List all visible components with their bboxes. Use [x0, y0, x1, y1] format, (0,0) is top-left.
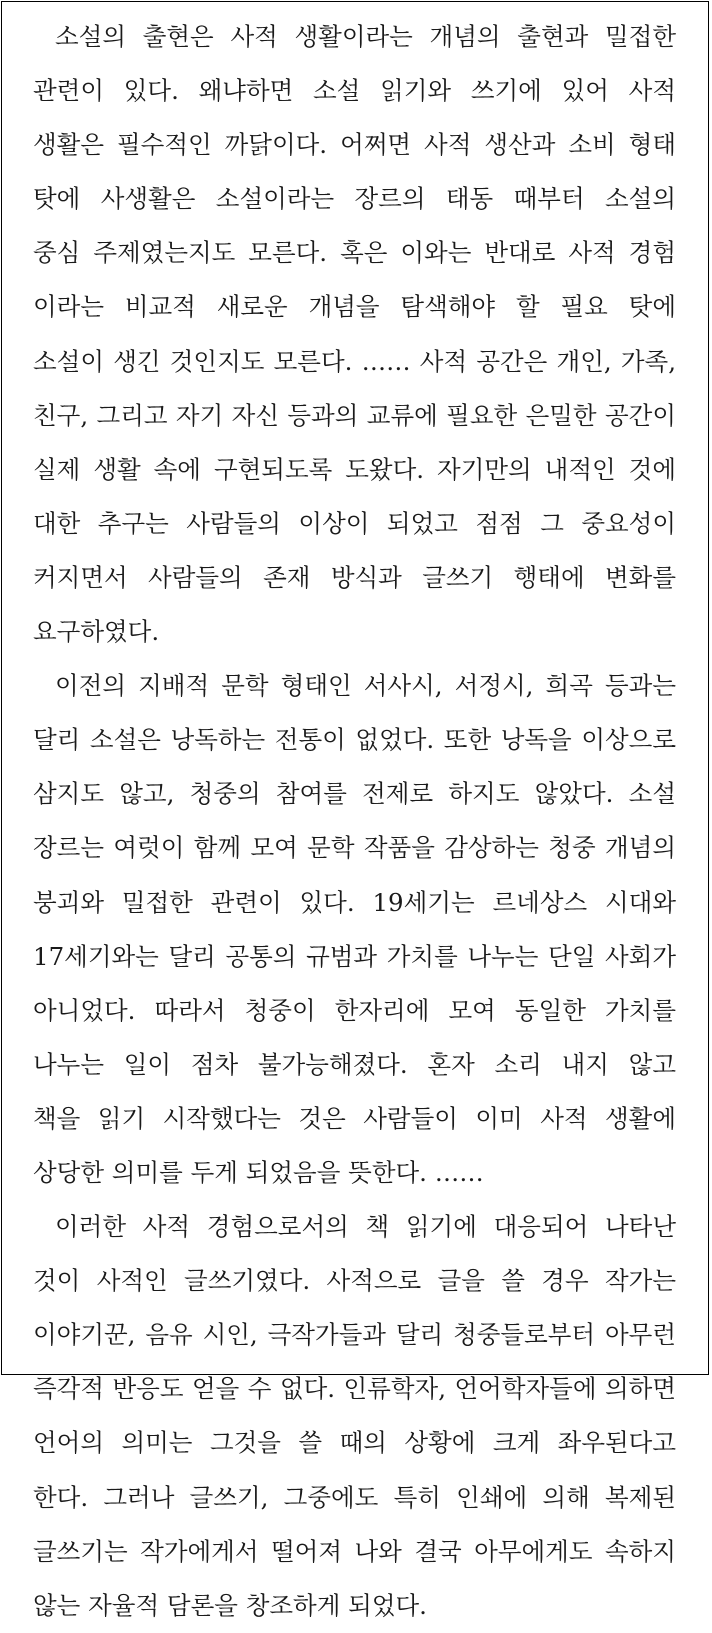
passage-text — [33, 10, 676, 1633]
passage-line: 친구, 그리고 자기 자신 등과의 교류에 필요한 은밀한 공간이 — [33, 400, 676, 430]
passage-line: 소설이 생긴 것인지도 모른다. …… 사적 공간은 개인, 가족, — [33, 346, 676, 376]
passage-line: 이라는 비교적 새로운 개념을 탐색해야 할 필요 탓에 — [33, 292, 676, 322]
passage-line: 붕괴와 밀접한 관련이 있다. 19세기는 르네상스 시대와 — [33, 887, 676, 917]
passage-line: 즉각적 반응도 얻을 수 없다. 인류학자, 언어학자들에 의하면 — [33, 1374, 676, 1404]
passage-line: 글쓰기는 작가에게서 떨어져 나와 결국 아무에게도 속하지 — [33, 1536, 676, 1566]
passage-line: 커지면서 사람들의 존재 방식과 글쓰기 행태에 변화를 — [33, 562, 676, 592]
passage-line: 책을 읽기 시작했다는 것은 사람들이 이미 사적 생활에 — [33, 1103, 676, 1133]
passage-line: 관련이 있다. 왜냐하면 소설 읽기와 쓰기에 있어 사적 — [33, 76, 676, 106]
passage-line: 이전의 지배적 문학 형태인 서사시, 서정시, 희곡 등과는 — [55, 671, 676, 701]
passage-line: 삼지도 않고, 청중의 참여를 전제로 하지도 않았다. 소설 — [33, 779, 676, 809]
passage-box — [1, 1, 709, 1620]
passage-line: 탓에 사생활은 소설이라는 장르의 태동 때부터 소설의 — [33, 184, 676, 214]
passage-line: 이야기꾼, 음유 시인, 극작가들과 달리 청중들로부터 아무런 — [33, 1320, 676, 1350]
passage-line: 실제 생활 속에 구현되도록 도왔다. 자기만의 내적인 것에 — [33, 454, 676, 484]
passage-line: 17세기와는 달리 공통의 규범과 가치를 나누는 단일 사회가 — [33, 941, 676, 971]
passage-line: 아니었다. 따라서 청중이 한자리에 모여 동일한 가치를 — [33, 995, 676, 1025]
passage-line: 생활은 필수적인 까닭이다. 어쩌면 사적 생산과 소비 형태 — [33, 130, 676, 160]
passage-line: 한다. 그러나 글쓰기, 그중에도 특히 인쇄에 의해 복제된 — [33, 1482, 676, 1512]
passage-line: 중심 주제였는지도 모른다. 혹은 이와는 반대로 사적 경험 — [33, 238, 676, 268]
passage-line: 이러한 사적 경험으로서의 책 읽기에 대응되어 나타난 — [55, 1212, 676, 1242]
passage-line: 나누는 일이 점차 불가능해졌다. 혼자 소리 내지 않고 — [33, 1049, 676, 1079]
passage-line: 상당한 의미를 두게 되었음을 뜻한다. …… — [33, 1157, 484, 1187]
passage-line: 장르는 여럿이 함께 모여 문학 작품을 감상하는 청중 개념의 — [33, 833, 676, 863]
passage-line: 요구하였다. — [33, 617, 160, 647]
passage-line: 소설의 출현은 사적 생활이라는 개념의 출현과 밀접한 — [55, 22, 676, 51]
passage-line: 언어의 의미는 그것을 쓸 때의 상황에 크게 좌우된다고 — [33, 1428, 676, 1458]
passage-line: 않는 자율적 담론을 창조하게 되었다. — [33, 1590, 427, 1620]
passage-line: 대한 추구는 사람들의 이상이 되었고 점점 그 중요성이 — [33, 508, 676, 538]
passage-line: 것이 사적인 글쓰기였다. 사적으로 글을 쓸 경우 작가는 — [33, 1266, 676, 1296]
passage-line: 달리 소설은 낭독하는 전통이 없었다. 또한 낭독을 이상으로 — [33, 725, 676, 755]
